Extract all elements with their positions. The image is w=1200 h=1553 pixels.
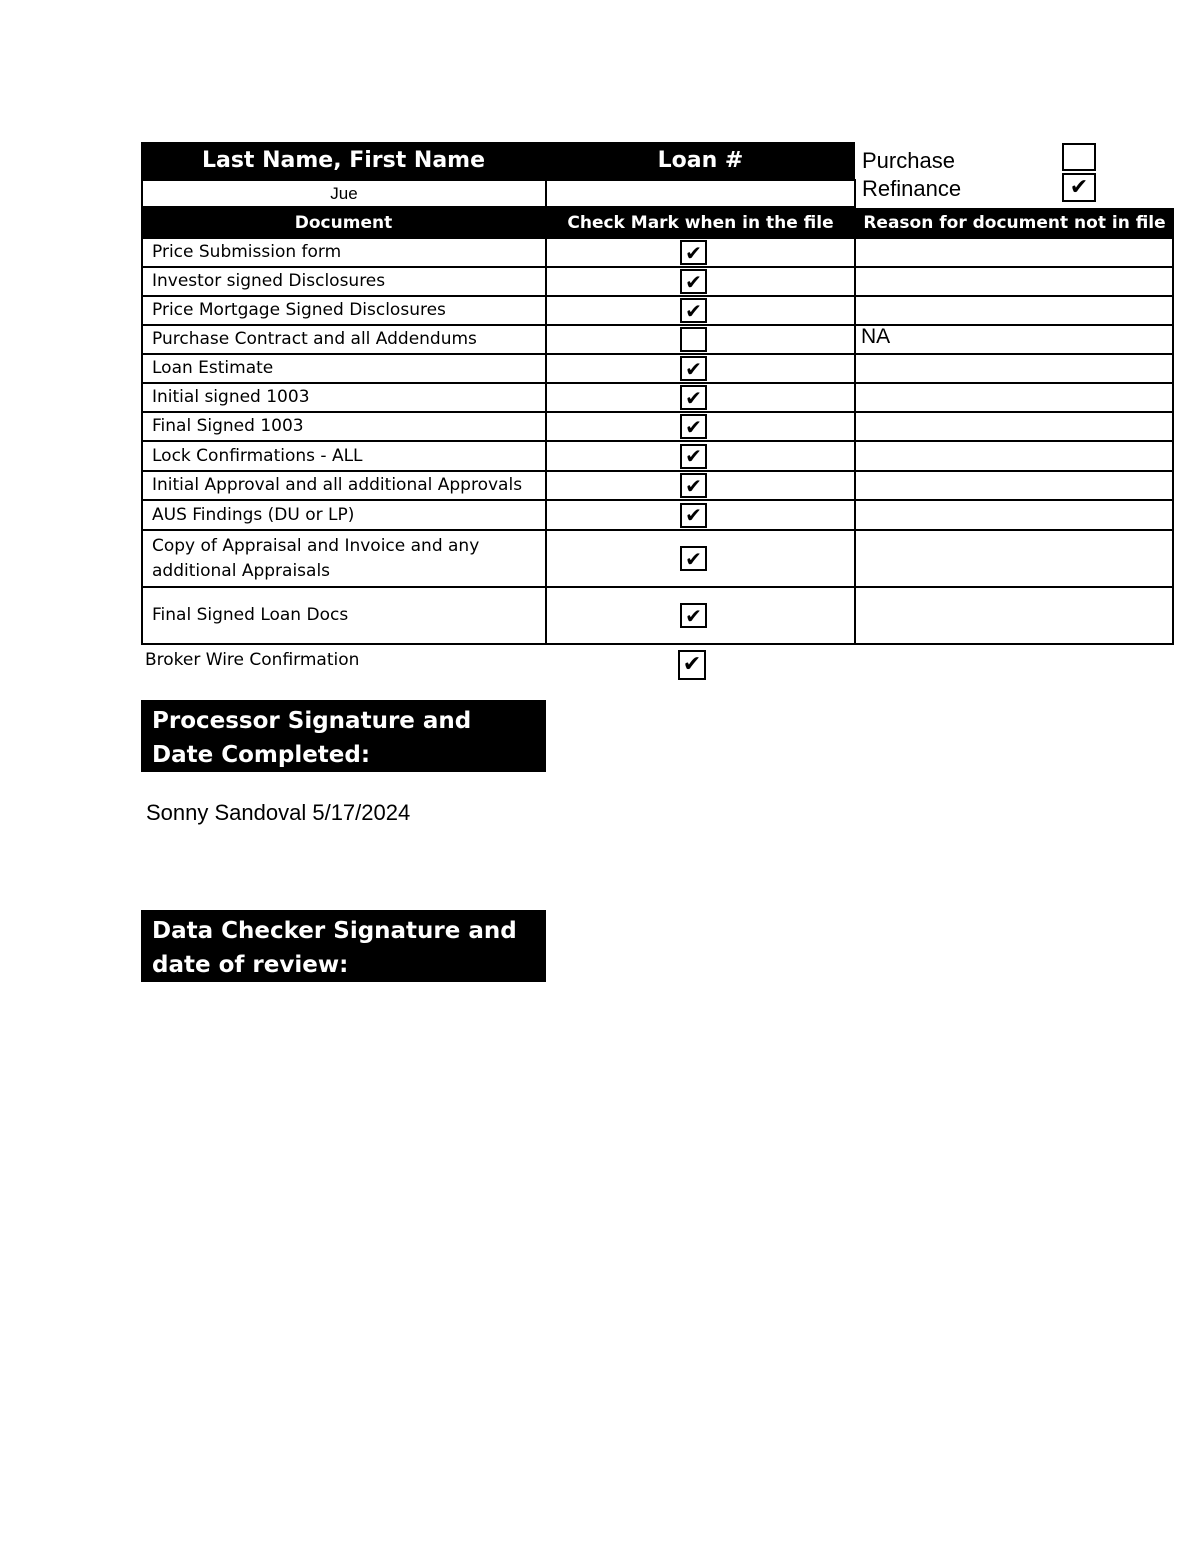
reason-cell[interactable] [854, 324, 1174, 355]
check-icon: ✔ [685, 473, 702, 498]
loan-column-header [546, 142, 855, 179]
document-label: Lock Confirmations - ALL [152, 445, 363, 466]
document-cell [141, 586, 547, 645]
reason-cell[interactable] [854, 382, 1174, 413]
document-label: Purchase Contract and all Addendums [152, 329, 477, 349]
refinance-checkbox[interactable] [1062, 173, 1096, 202]
processor-signature-value[interactable]: Sonny Sandoval 5/17/2024 [146, 800, 411, 825]
document-cell [141, 295, 547, 326]
document-checkbox[interactable] [680, 327, 707, 352]
name-column-header-label: Last Name, First Name [201, 148, 486, 173]
reason-cell[interactable] [854, 411, 1174, 442]
broker-wire-check-icon: ✔ [682, 652, 702, 677]
document-label: AUS Findings (DU or LP) [152, 504, 355, 525]
check-icon: ✔ [685, 603, 702, 628]
reason-cell[interactable] [854, 586, 1174, 645]
document-checkbox[interactable] [680, 269, 707, 294]
check-cell [545, 411, 856, 442]
document-checkbox[interactable] [680, 356, 707, 381]
document-checkbox[interactable] [680, 546, 707, 571]
check-cell [545, 324, 856, 355]
reason-cell[interactable] [854, 440, 1174, 472]
check-cell [545, 295, 856, 326]
document-label: Investor signed Disclosures [152, 271, 386, 291]
document-column-header [141, 208, 546, 237]
broker-wire-label: Broker Wire Confirmation [145, 650, 360, 670]
reason-cell[interactable] [854, 266, 1174, 297]
check-icon: ✔ [685, 298, 702, 323]
refinance-check-icon: ✔ [1069, 174, 1089, 200]
broker-wire-checkbox[interactable] [678, 650, 706, 680]
name-value-cell[interactable] [141, 179, 547, 208]
document-label: Copy of Appraisal and Invoice and any additional Appraisals [152, 535, 480, 581]
check-cell [545, 529, 856, 588]
document-cell [141, 499, 547, 531]
check-icon: ✔ [685, 414, 702, 439]
processor-signature-label: Processor Signature and Date Completed: [152, 708, 472, 768]
processor-signature-header [141, 700, 546, 772]
loan-column-header-label: Loan # [657, 148, 744, 173]
document-label: Initial signed 1003 [152, 387, 310, 407]
check-icon: ✔ [685, 240, 702, 265]
reason-text: NA [861, 324, 891, 348]
data-checker-signature-label: Data Checker Signature and date of review: [152, 918, 517, 978]
document-checkbox[interactable] [680, 473, 707, 498]
check-column-header [546, 208, 855, 237]
document-cell [141, 529, 547, 588]
purchase-checkbox[interactable] [1062, 143, 1096, 171]
document-cell [141, 353, 547, 384]
reason-cell[interactable] [854, 237, 1174, 268]
reason-cell[interactable] [854, 295, 1174, 326]
document-cell [141, 382, 547, 413]
check-icon: ✔ [685, 503, 702, 527]
check-cell [545, 470, 856, 501]
check-cell [545, 586, 856, 645]
reason-cell[interactable] [854, 470, 1174, 501]
check-column-header-label: Check Mark when in the file [567, 212, 834, 233]
check-cell [545, 382, 856, 413]
reason-column-header [855, 208, 1174, 237]
name-value: Jue [330, 183, 358, 203]
reason-cell[interactable] [854, 499, 1174, 531]
refinance-label: Refinance [862, 176, 962, 201]
name-column-header [141, 142, 546, 179]
check-icon: ✔ [685, 269, 702, 294]
check-icon: ✔ [685, 444, 702, 468]
document-cell [141, 411, 547, 442]
document-checkbox[interactable] [680, 603, 707, 628]
document-cell [141, 266, 547, 297]
document-cell [141, 470, 547, 501]
document-checkbox[interactable] [680, 414, 707, 439]
reason-cell[interactable] [854, 529, 1174, 588]
check-cell [545, 353, 856, 384]
document-checkbox[interactable] [680, 385, 707, 410]
document-label: Price Submission form [152, 242, 342, 262]
document-checkbox[interactable] [680, 240, 707, 265]
check-icon: ✔ [685, 385, 702, 410]
document-cell [141, 324, 547, 355]
document-column-header-label: Document [294, 212, 393, 233]
reason-cell[interactable] [854, 353, 1174, 384]
reason-column-header-label: Reason for document not in file [863, 212, 1166, 233]
check-icon: ✔ [685, 546, 702, 571]
document-checkbox[interactable] [680, 298, 707, 323]
document-cell [141, 237, 547, 268]
document-label: Final Signed Loan Docs [152, 605, 349, 625]
document-label: Price Mortgage Signed Disclosures [152, 300, 446, 320]
data-checker-signature-header [141, 910, 546, 982]
document-label: Final Signed 1003 [152, 416, 304, 436]
loan-value-cell[interactable] [545, 179, 856, 208]
document-label: Initial Approval and all additional Approvals [152, 475, 523, 495]
check-cell [545, 440, 856, 472]
check-cell [545, 499, 856, 531]
check-icon: ✔ [685, 356, 702, 381]
check-cell [545, 237, 856, 268]
document-cell [141, 440, 547, 472]
purchase-label: Purchase [862, 148, 955, 173]
document-label: Loan Estimate [152, 358, 274, 378]
document-checkbox[interactable] [680, 503, 707, 528]
document-checkbox[interactable] [680, 444, 707, 469]
check-cell [545, 266, 856, 297]
